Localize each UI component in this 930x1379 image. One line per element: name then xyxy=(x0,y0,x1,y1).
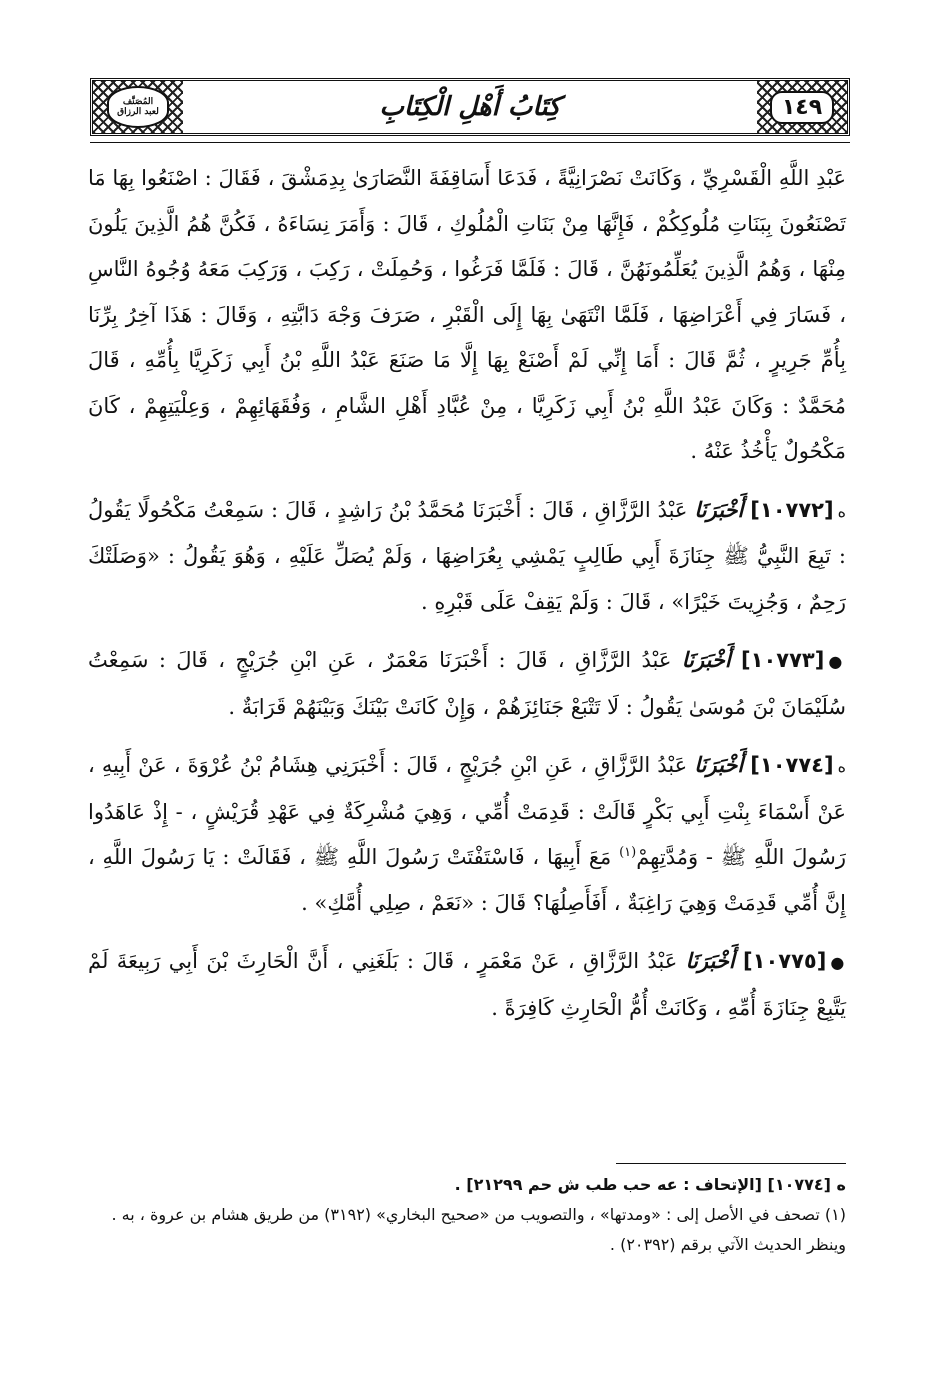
header-divider xyxy=(90,142,850,143)
hadith-number: [١٠٧٧٢] xyxy=(750,497,834,522)
hadith-entry xyxy=(88,938,846,1031)
hadith-number: [١٠٧٧٥] xyxy=(743,949,827,973)
hadith-text: عَبْدُ الرَّزَّاقِ ، قَالَ : أَخْبَرَنَا مُحَمَّدُ بْنُ رَاشِدٍ ، قَالَ : سَمِعْتُ مَكْحُولًا يَقُولُ : تَبِعَ النَّبِيُّ ﷺ جِنَازَةَ أَبِي طَالِبٍ يَمْشِي بِعُرَاضِهَا ، وَلَمْ يُصَلِّ عَلَيْهِ ، وَهُوَ يَقُولُ : «وَصَلَتْكَ رَحِمٌ ، وَجُزِيتَ خَيْرًا» ، قَالَ : وَلَمْ يَقِفْ عَلَى قَبْرِهِ . xyxy=(88,497,846,614)
entry-marker: ه xyxy=(837,501,846,521)
footnote-1: (١) تصحف في الأصل إلى : «ومدتها» ، والتصويب من «صحيح البخاري» (٣١٩٢) من طريق هشام بن عروة ، به . xyxy=(111,1205,846,1224)
footnote-ref: (١) xyxy=(619,845,637,860)
hadith-text: عَبْدُ الرَّزَّاقِ ، قَالَ : أَخْبَرَنَا مَعْمَرٌ ، عَنِ ابْنِ جُرَيْجٍ ، قَالَ : سَمِعْتُ سُلَيْمَانَ بْنَ مُوسَىٰ يَقُولُ : لَا تَتْبَعْ جَنَائِزَهُمْ ، وَإِنْ كَانَتْ بَيْنَكَ وَبَيْنَهُمْ قَرَابَةٌ . xyxy=(88,648,846,719)
intro-paragraph: عَبْدِ اللَّهِ الْقَسْرِيِّ ، وَكَانَتْ نَصْرَانِيَّةً ، فَدَعَا أَسَاقِفَةَ النَّصَارَىٰ بِدِمَشْقَ ، فَقَالَ : اصْنَعُوا بِهَا مَا تَصْنَعُونَ بِبَنَاتِ مُلُوكِكُمْ ، فَإِنَّهَا مِنْ بَنَاتِ الْمُلُوكِ ، قَالَ : وَأَمَرَ نِسَاءَهُ ، فَكُنَّ هُمُ الَّذِينَ يَلُونَ مِنْهَا ، وَهُمُ الَّذِينَ يُعَلِّمُونَهُنَّ ، قَالَ : فَلَمَّا فَرَغُوا ، وَحُمِلَتْ ، رَكِبَ ، وَرَكِبَ مَعَهُ وُجُوهُ النَّاسِ ، فَسَارَ فِي أَعْرَاضِهَا ، فَلَمَّا انْتَهَىٰ بِهَا إِلَى الْقَبْرِ ، صَرَفَ وَجْهَ دَابَّتِهِ ، وَقَالَ : هَذَا آخِرُ بِرِّنَا بِأُمِّ جَرِيرٍ ، ثُمَّ قَالَ : أَمَا إِنِّي لَمْ أَصْنَعْ بِهَا إِلَّا مَا صَنَعَ عَبْدُ اللَّهِ بْنُ أَبِي زَكَرِيَّا بِأُمِّهِ ، قَالَ مُحَمَّدٌ : وَكَانَ عَبْدُ اللَّهِ بْنُ أَبِي زَكَرِيَّا ، مِنْ عُبَّادِ أَهْلِ الشَّامِ ، وَفُقَهَائِهِمْ ، وَعِلْيَتِهِمْ ، كَانَ مَكْحُولٌ يَأْخُذُ عَنْهُ . xyxy=(88,166,846,463)
entry-marker: ● xyxy=(830,953,846,972)
book-title: كِتَابُ أَهْلِ الْكِتَابِ xyxy=(379,92,561,122)
entry-marker: ه xyxy=(837,757,846,776)
hadith-text-continued: مَعَ أَبِيهَا ، فَاسْتَفْتَتْ رَسُولَ اللَّهِ ﷺ ، فَقَالَتْ : يَا رَسُولَ اللَّهِ ، إِنَّ أُمِّي قَدِمَتْ وَهِيَ رَاغِبَةٌ ، أَفَأَصِلُهَا؟ قَالَ : «نَعَمْ ، صِلِي أُمَّكِ» . xyxy=(88,845,846,915)
akhbarana-label: أَخْبَرَنَا xyxy=(694,496,744,522)
hadith-number: [١٠٧٧٤] xyxy=(750,753,834,777)
hadith-entry xyxy=(88,637,846,730)
logo-frame xyxy=(93,81,183,133)
hadith-text: عَبْدُ الرَّزَّاقِ ، عَنِ ابْنِ جُرَيْجٍ ، قَالَ : أَخْبَرَنِي هِشَامُ بْنُ عُرْوَةَ ، عَنْ أَبِيهِ ، عَنْ أَسْمَاءَ بِنْتِ أَبِي بَكْرٍ قَالَتْ : قَدِمَتْ أُمِّي ، وَهِيَ مُشْرِكَةٌ فِي عَهْدِ قُرَيْشٍ ، - إِذْ عَاهَدُوا رَسُولَ اللَّهِ ﷺ - وَمُدَّتِهِمْ xyxy=(88,753,846,869)
page-number-frame xyxy=(757,81,847,133)
akhbarana-label: أَخْبَرَنَا xyxy=(685,948,735,973)
hadith-entry xyxy=(88,487,846,626)
book-logo-icon: المُصَنَّف لعبد الرزاق xyxy=(107,86,169,128)
akhbarana-label: أَخْبَرَنَا xyxy=(681,647,731,672)
footnote-divider xyxy=(616,1163,846,1164)
footnotes xyxy=(88,1170,846,1260)
page-number: ١٤٩ xyxy=(770,91,834,124)
main-text xyxy=(88,156,846,1031)
akhbarana-label: أَخْبَرَنَا xyxy=(694,752,744,777)
hadith-text: عَبْدُ الرَّزَّاقِ ، عَنْ مَعْمَرٍ ، قَالَ : بَلَغَنِي ، أَنَّ الْحَارِثَ بْنَ أَبِي رَبِيعَةَ لَمْ يَتَّبِعْ جِنَازَةَ أُمِّهِ ، وَكَانَتْ أُمُّ الْحَارِثِ كَافِرَةً . xyxy=(88,949,846,1020)
entry-marker: ● xyxy=(828,652,846,671)
page-header xyxy=(90,78,850,136)
footnote-2: وينظر الحديث الآتي برقم (٢٠٣٩٢) . xyxy=(609,1235,846,1254)
footnote-reference-line: ه [١٠٧٧٤] [الإتحاف : عه حب طب ش حم ٢١٢٩٩] . xyxy=(454,1175,846,1194)
hadith-number: [١٠٧٧٣] xyxy=(741,648,825,672)
hadith-entry xyxy=(88,742,846,926)
